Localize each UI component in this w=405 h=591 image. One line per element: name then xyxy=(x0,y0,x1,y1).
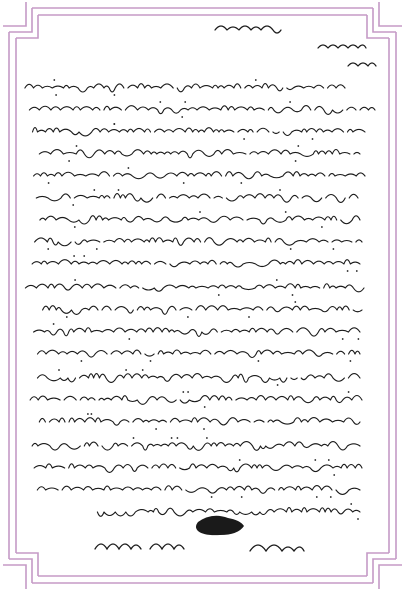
handwritten-line xyxy=(38,350,361,358)
handwritten-line xyxy=(97,508,360,517)
diacritic-dot xyxy=(187,316,189,318)
diacritic-dot xyxy=(204,406,206,408)
diacritic-dot xyxy=(358,338,360,340)
diacritic-dot xyxy=(285,211,287,213)
diacritic-dot xyxy=(47,248,49,250)
handwritten-line xyxy=(25,284,364,292)
diacritic-dot xyxy=(66,316,68,318)
diacritic-dot xyxy=(177,437,179,439)
diacritic-dot xyxy=(171,437,173,439)
diacritic-dot xyxy=(330,496,332,498)
diacritic-dot xyxy=(255,79,257,81)
handwritten-line xyxy=(33,128,365,136)
diacritic-dot xyxy=(159,101,161,103)
diacritic-dot xyxy=(55,94,57,96)
diacritic-dot xyxy=(333,248,335,250)
diacritic-dot xyxy=(199,211,201,213)
handwritten-line xyxy=(32,194,358,203)
handwritten-line xyxy=(32,442,360,451)
handwritten-line xyxy=(30,396,362,405)
diacritic-dot xyxy=(127,167,129,169)
diacritic-dot xyxy=(321,226,323,228)
diacritic-dot xyxy=(292,294,294,296)
diacritic-dot xyxy=(48,182,50,184)
diacritic-dot xyxy=(53,79,55,81)
handwritten-line xyxy=(32,260,360,267)
diacritic-dot xyxy=(150,360,152,362)
handwritten-line xyxy=(39,306,362,315)
diacritic-dot xyxy=(184,101,186,103)
handwritten-line xyxy=(40,216,360,224)
diacritic-dot xyxy=(187,391,189,393)
diacritic-dot xyxy=(258,360,260,362)
diacritic-dot xyxy=(295,160,297,162)
diacritic-dot xyxy=(350,360,352,362)
diacritic-dot xyxy=(76,145,78,147)
diacritic-dot xyxy=(248,316,250,318)
handwritten-line xyxy=(35,150,360,158)
diacritic-dot xyxy=(113,123,115,125)
handwritten-line xyxy=(29,106,375,115)
diacritic-dot xyxy=(347,270,349,272)
text-lines xyxy=(21,79,375,520)
diacritic-dot xyxy=(74,226,76,228)
diacritic-dot xyxy=(276,279,278,281)
diacritic-dot xyxy=(125,369,127,371)
diacritic-dot xyxy=(58,369,60,371)
diacritic-dot xyxy=(342,338,344,340)
diacritic-dot xyxy=(348,391,350,393)
diacritic-dot xyxy=(243,138,245,140)
diacritic-dot xyxy=(294,301,296,303)
diacritic-dot xyxy=(279,189,281,191)
diacritic-dot xyxy=(356,270,358,272)
diacritic-dot xyxy=(211,496,213,498)
diacritic-dot xyxy=(91,413,93,415)
diacritic-dot xyxy=(241,496,243,498)
handwritten-line xyxy=(37,486,360,495)
diacritic-dot xyxy=(87,413,89,415)
diacritic-dot xyxy=(73,255,75,257)
diacritic-dot xyxy=(96,248,98,250)
diacritic-dot xyxy=(181,116,183,118)
heading-scribble xyxy=(215,26,281,33)
handwritten-line xyxy=(34,374,360,383)
handwritten-line xyxy=(35,418,360,426)
diacritic-dot xyxy=(290,248,292,250)
diacritic-dot xyxy=(83,255,85,257)
handwritten-line xyxy=(34,172,365,179)
diacritic-dot xyxy=(240,182,242,184)
ink-blot xyxy=(196,516,244,535)
signature-scribble xyxy=(250,545,304,551)
diacritic-dot xyxy=(93,189,95,191)
diacritic-dot xyxy=(297,145,299,147)
diacritic-dot xyxy=(203,428,205,430)
diacritic-dot xyxy=(53,323,55,325)
diacritic-dot xyxy=(114,94,116,96)
diacritic-dot xyxy=(333,474,335,476)
diacritic-dot xyxy=(118,189,120,191)
footer-date-scribble xyxy=(95,544,141,549)
diacritic-dot xyxy=(133,437,135,439)
diacritic-dot xyxy=(155,428,157,430)
diacritic-dot xyxy=(183,182,185,184)
handwritten-line xyxy=(35,238,362,246)
diacritic-dot xyxy=(350,503,352,505)
diacritic-dot xyxy=(81,360,83,362)
diacritic-dot xyxy=(218,294,220,296)
diacritic-dot xyxy=(206,437,208,439)
diacritic-dot xyxy=(357,518,359,520)
diacritic-dot xyxy=(72,204,74,206)
diacritic-dot xyxy=(277,384,279,386)
handwritten-line xyxy=(34,328,360,337)
handwritten-line xyxy=(21,84,345,92)
diacritic-dot xyxy=(74,279,76,281)
diacritic-dot xyxy=(68,160,70,162)
diacritic-dot xyxy=(239,459,241,461)
diacritic-dot xyxy=(142,369,144,371)
diacritic-dot xyxy=(328,459,330,461)
diacritic-dot xyxy=(289,101,291,103)
diacritic-dot xyxy=(316,496,318,498)
handwritten-line xyxy=(34,464,362,473)
diacritic-dot xyxy=(182,391,184,393)
diacritic-dot xyxy=(128,338,130,340)
diacritic-dot xyxy=(312,138,314,140)
diacritic-dot xyxy=(314,459,316,461)
